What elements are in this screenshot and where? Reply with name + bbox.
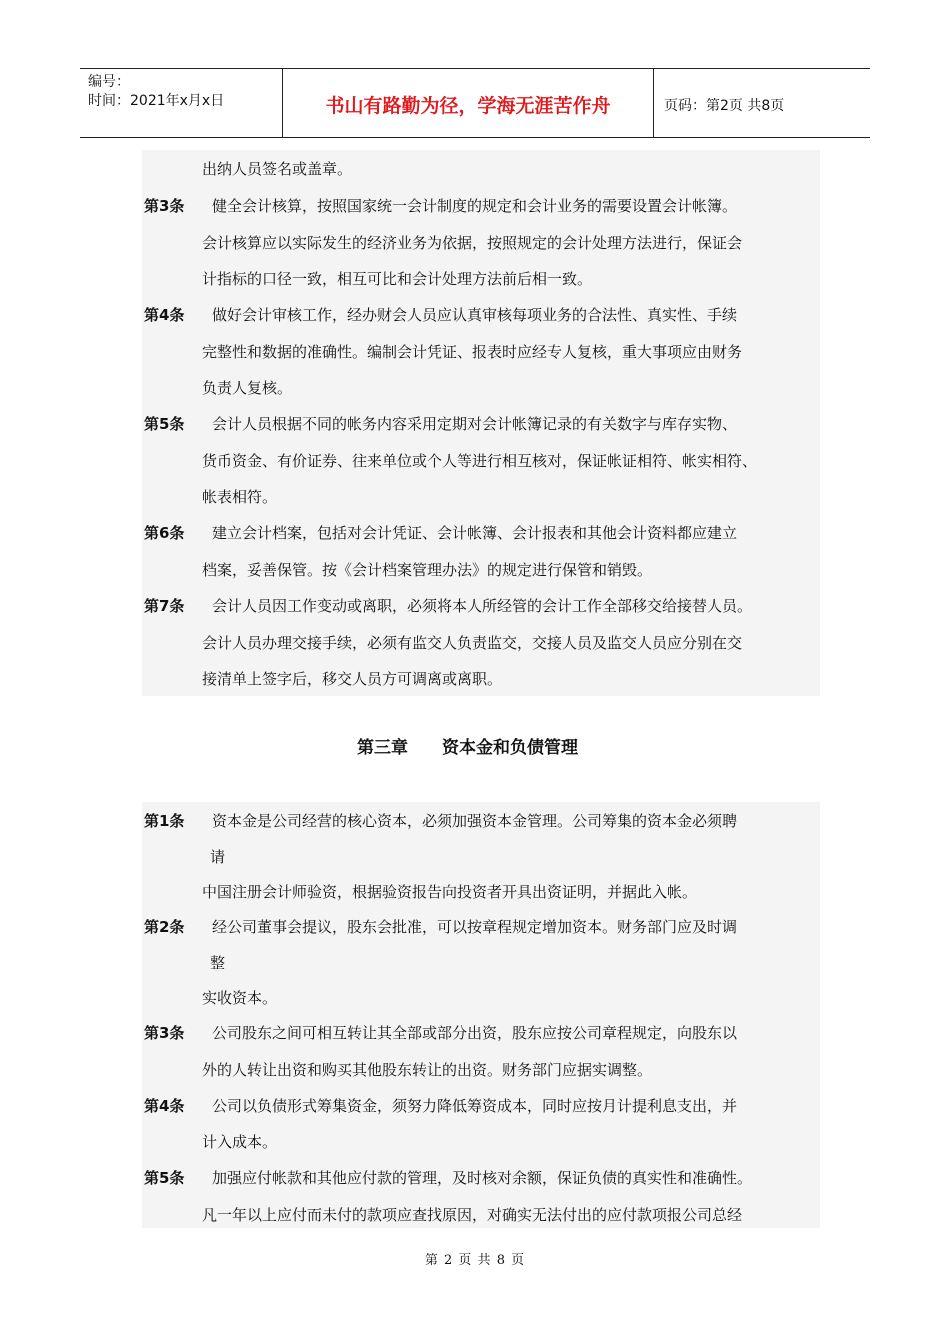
paragraph-line: 计入成本。 xyxy=(202,1133,278,1151)
article-label: 第5条 xyxy=(144,1169,185,1187)
chapter-title: 资本金和负债管理 xyxy=(442,738,578,758)
paragraph-line: 会计人员因工作变动或离职，必须将本人所经管的会计工作全部移交给接替人员。 xyxy=(212,597,753,615)
paragraph-line: 公司股东之间可相互转让其全部或部分出资，股东应按公司章程规定，向股东以 xyxy=(212,1024,738,1042)
article-label: 第4条 xyxy=(144,306,185,324)
article-label: 第3条 xyxy=(144,1024,185,1042)
article-label: 第7条 xyxy=(144,597,185,615)
header-page-cell xyxy=(655,69,870,137)
paragraph-line: 加强应付帐款和其他应付款的管理，及时核对余额，保证负债的真实性和准确性。 xyxy=(212,1169,753,1187)
paragraph-line: 外的人转让出资和购买其他股东转让的出资。财务部门应据实调整。 xyxy=(202,1061,653,1079)
paragraph-line: 健全会计核算，按照国家统一会计制度的规定和会计业务的需要设置会计帐簿。 xyxy=(212,197,738,215)
header-motto-cell xyxy=(283,69,654,137)
page-header xyxy=(80,68,870,138)
document-number-label: 编号： xyxy=(88,74,130,90)
paragraph-line: 档案，妥善保管。按《会计档案管理办法》的规定进行保管和销毁。 xyxy=(202,561,653,579)
paragraph-line: 货币资金、有价证券、往来单位或个人等进行相互核对，保证帐证相符、帐实相符、 xyxy=(202,452,758,470)
chapter-number: 第三章 xyxy=(357,738,408,758)
paragraph-line: 会计人员根据不同的帐务内容采用定期对会计帐簿记录的有关数字与库存实物、 xyxy=(212,415,738,433)
page-footer: 第 2 页 共 8 页 xyxy=(424,1253,526,1268)
paragraph-line: 完整性和数据的准确性。编制会计凭证、报表时应经专人复核，重大事项应由财务 xyxy=(202,343,743,361)
paragraph-line: 中国注册会计师验资，根据验资报告向投资者开具出资证明，并据此入帐。 xyxy=(202,883,698,901)
paragraph-line: 出纳人员签名或盖章。 xyxy=(202,160,353,178)
article-label: 第2条 xyxy=(144,918,185,936)
article-label: 第5条 xyxy=(144,415,185,433)
paragraph-line: 会计核算应以实际发生的经济业务为依据，按照规定的会计处理方法进行，保证会 xyxy=(202,234,743,252)
header-page-label: 页码：第2页 共8页 xyxy=(664,98,785,114)
paragraph-line: 负责人复核。 xyxy=(202,379,293,397)
paragraph-line: 请 xyxy=(210,848,226,866)
paragraph-line: 凡一年以上应付而未付的款项应查找原因，对确实无法付出的应付款项报公司总经 xyxy=(202,1206,743,1224)
paragraph-line: 经公司董事会提议，股东会批准，可以按章程规定增加资本。财务部门应及时调 xyxy=(212,918,738,936)
document-time-label: 时间：2021年x月x日 xyxy=(88,93,225,109)
paragraph-line: 会计人员办理交接手续，必须有监交人负责监交，交接人员及监交人员应分别在交 xyxy=(202,634,743,652)
paragraph-line: 整 xyxy=(210,954,226,972)
paragraph-line: 建立会计档案，包括对会计凭证、会计帐簿、会计报表和其他会计资料都应建立 xyxy=(212,524,738,542)
paragraph-line: 帐表相符。 xyxy=(202,488,278,506)
paragraph-line: 做好会计审核工作，经办财会人员应认真审核每项业务的合法性、真实性、手续 xyxy=(212,306,738,324)
paragraph-line: 接清单上签字后，移交人员方可调离或离职。 xyxy=(202,670,503,688)
article-label: 第3条 xyxy=(144,197,185,215)
article-label: 第1条 xyxy=(144,812,185,830)
article-label: 第6条 xyxy=(144,524,185,542)
header-meta-cell xyxy=(80,69,283,137)
article-label: 第4条 xyxy=(144,1097,185,1115)
shaded-block-2 xyxy=(142,802,820,1228)
paragraph-line: 公司以负债形式筹集资金，须努力降低筹资成本，同时应按月计提利息支出，并 xyxy=(212,1097,738,1115)
paragraph-line: 计指标的口径一致，相互可比和会计处理方法前后相一致。 xyxy=(202,270,593,288)
paragraph-line: 实收资本。 xyxy=(202,989,278,1007)
header-motto: 书山有路勤为径，学海无涯苦作舟 xyxy=(325,95,611,117)
paragraph-line: 资本金是公司经营的核心资本，必须加强资本金管理。公司筹集的资本金必须聘 xyxy=(212,812,738,830)
